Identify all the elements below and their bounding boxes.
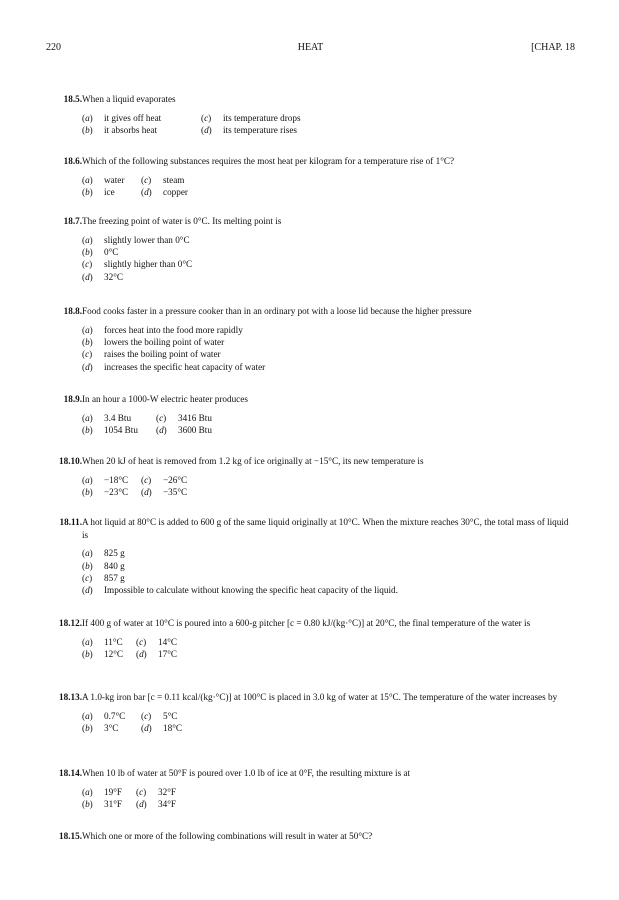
question [40,516,576,597]
question-number: 18.6. [63,156,82,166]
option-row [82,722,576,734]
option-text: 3600 Btu [178,424,212,435]
option-text: ice [104,186,115,197]
option-text: 5°C [163,710,178,721]
option-row [82,361,576,373]
option-row [82,348,576,360]
option-row [82,584,576,596]
option-row [82,798,576,810]
answer-options [82,234,576,284]
option-row [82,324,576,336]
option-text: its temperature rises [223,124,297,135]
option-label: (a) [82,548,93,559]
option-label: (c) [82,572,93,583]
option-text: 840 g [104,560,125,571]
option-label: (d) [201,124,212,135]
question-stem: The freezing point of water is 0°C. Its melting point is [82,216,282,226]
option-label: (c) [141,474,152,485]
option-label: (d) [136,798,147,809]
question-number: 18.10. [59,456,82,466]
option-row [82,246,576,258]
option-text: 11°C [104,636,123,647]
question-stem: Which of the following substances requires the most heat per kilogram for a temperature rise of 1°C? [82,156,455,166]
option-row [82,336,576,348]
option-text: its temperature drops [223,112,301,123]
option-text: lowers the boiling point of water [104,336,225,347]
answer-options [82,412,576,437]
question [40,455,576,498]
option-label: (d) [82,271,93,282]
option-label: (b) [82,424,93,435]
option-text: −26°C [163,474,188,485]
question [40,215,576,283]
option-text: slightly higher than 0°C [104,259,193,270]
option-label: (b) [82,560,93,571]
option-label: (b) [82,486,93,497]
running-title: HEAT [297,42,324,53]
option-label: (d) [141,186,152,197]
option-text: slightly lower than 0°C [104,234,190,245]
option-label: (c) [136,636,147,647]
option-row [82,572,576,584]
option-text: 17°C [158,648,177,659]
option-row [82,560,576,572]
option-label: (c) [82,349,93,360]
option-row [82,547,576,559]
option-row [82,424,576,436]
chapter-label: [CHAP. 18 [531,42,575,53]
option-row [82,636,576,648]
option-label: (a) [82,234,93,245]
option-label: (b) [82,124,93,135]
page-number: 220 [46,42,61,53]
question-number: 18.8. [63,306,82,316]
option-label: (d) [141,722,152,733]
option-label: (a) [82,474,93,485]
option-row [82,486,576,498]
question-number: 18.7. [63,216,82,226]
option-row [82,258,576,270]
option-label: (b) [82,336,93,347]
answer-options [82,112,576,137]
answer-options [82,636,576,661]
option-text: Impossible to calculate without knowing the specific heat capacity of the liquid. [104,585,398,596]
option-text: 18°C [163,722,182,733]
option-label: (d) [141,486,152,497]
option-text: 3.4 Btu [104,412,132,423]
option-label: (d) [156,424,167,435]
option-text: 857 g [104,572,125,583]
option-label: (a) [82,324,93,335]
option-text: 825 g [104,548,125,559]
question-number: 18.9. [63,394,82,404]
option-text: 3416 Btu [178,412,212,423]
question-number: 18.15. [59,831,82,841]
question-number: 18.13. [59,692,82,702]
option-label: (c) [201,112,212,123]
question [40,767,576,810]
option-label: (d) [136,648,147,659]
option-row [82,234,576,246]
option-row [82,412,576,424]
option-label: (a) [82,786,93,797]
option-row [82,474,576,486]
option-text: 32°C [104,271,123,282]
option-text: 1054 Btu [104,424,138,435]
question [40,305,576,373]
question-stem: When 20 kJ of heat is removed from 1.2 kg of ice originally at −15°C, its new temperature is [82,456,424,466]
option-text: it gives off heat [104,112,162,123]
option-text: 14°C [158,636,177,647]
option-text: increases the specific heat capacity of water [104,361,266,372]
answer-options [82,174,576,199]
question-stem: If 400 g of water at 10°C is poured into a 600-g pitcher [c = 0.80 kJ/(kg·°C)] at 20°C, the final temperature of the water is [82,618,531,628]
option-row [82,174,576,186]
page-header [46,42,575,56]
option-label: (a) [82,174,93,185]
option-text: 19°F [104,786,122,797]
option-text: −23°C [104,486,129,497]
option-label: (b) [82,798,93,809]
answer-options [82,710,576,735]
option-text: 0.7°C [104,710,126,721]
option-text: water [104,174,125,185]
option-row [82,124,576,136]
question-stem: When a liquid evaporates [82,94,176,104]
option-text: −35°C [163,486,188,497]
option-label: (a) [82,710,93,721]
question-stem: A 1.0-kg iron bar [c = 0.11 kcal/(kg·°C)] at 100°C is placed in 3.0 kg of water at 15°C. The temperature of the water increases by [82,692,558,702]
option-row [82,112,576,124]
option-label: (d) [82,585,93,596]
option-text: 34°F [158,798,176,809]
option-label: (c) [136,786,147,797]
option-row [82,271,576,283]
question-stem: A hot liquid at 80°C is added to 600 g of the same liquid originally at 10°C. When the mixture reaches 30°C, the total mass of liquid is [82,517,569,540]
option-text: it absorbs heat [104,124,158,135]
option-label: (a) [82,412,93,423]
option-label: (c) [141,710,152,721]
question-number: 18.5. [63,94,82,104]
question-number: 18.12. [59,618,82,628]
answer-options [82,474,576,499]
option-label: (b) [82,648,93,659]
option-label: (a) [82,112,93,123]
option-label: (c) [156,412,167,423]
option-text: 31°F [104,798,122,809]
option-text: raises the boiling point of water [104,349,221,360]
question-stem: In an hour a 1000-W electric heater produces [82,394,248,404]
option-row [82,786,576,798]
question [40,393,576,436]
option-text: forces heat into the food more rapidly [104,324,243,335]
option-label: (d) [82,361,93,372]
question [40,93,576,136]
option-label: (b) [82,722,93,733]
question [40,830,576,843]
option-row [82,186,576,198]
answer-options [82,324,576,374]
option-label: (c) [141,174,152,185]
question-stem: Which one or more of the following combinations will result in water at 50°C? [82,831,373,841]
option-label: (b) [82,186,93,197]
option-text: −18°C [104,474,129,485]
question-number: 18.14. [59,768,82,778]
option-label: (b) [82,246,93,257]
option-text: copper [163,186,188,197]
answer-options [82,786,576,811]
question [40,155,576,198]
option-text: 3°C [104,722,119,733]
answer-options [82,547,576,597]
option-text: 12°C [104,648,123,659]
question [40,691,576,734]
question-number: 18.11. [59,517,82,527]
option-label: (a) [82,636,93,647]
option-text: 0°C [104,246,119,257]
option-row [82,648,576,660]
option-label: (c) [82,259,93,270]
question [40,617,576,660]
question-stem: Food cooks faster in a pressure cooker than in an ordinary pot with a loose lid because the higher pressure [82,306,472,316]
option-text: 32°F [158,786,176,797]
option-row [82,710,576,722]
question-stem: When 10 lb of water at 50°F is poured over 1.0 lb of ice at 0°F, the resulting mixture is at [82,768,411,778]
option-text: steam [163,174,185,185]
